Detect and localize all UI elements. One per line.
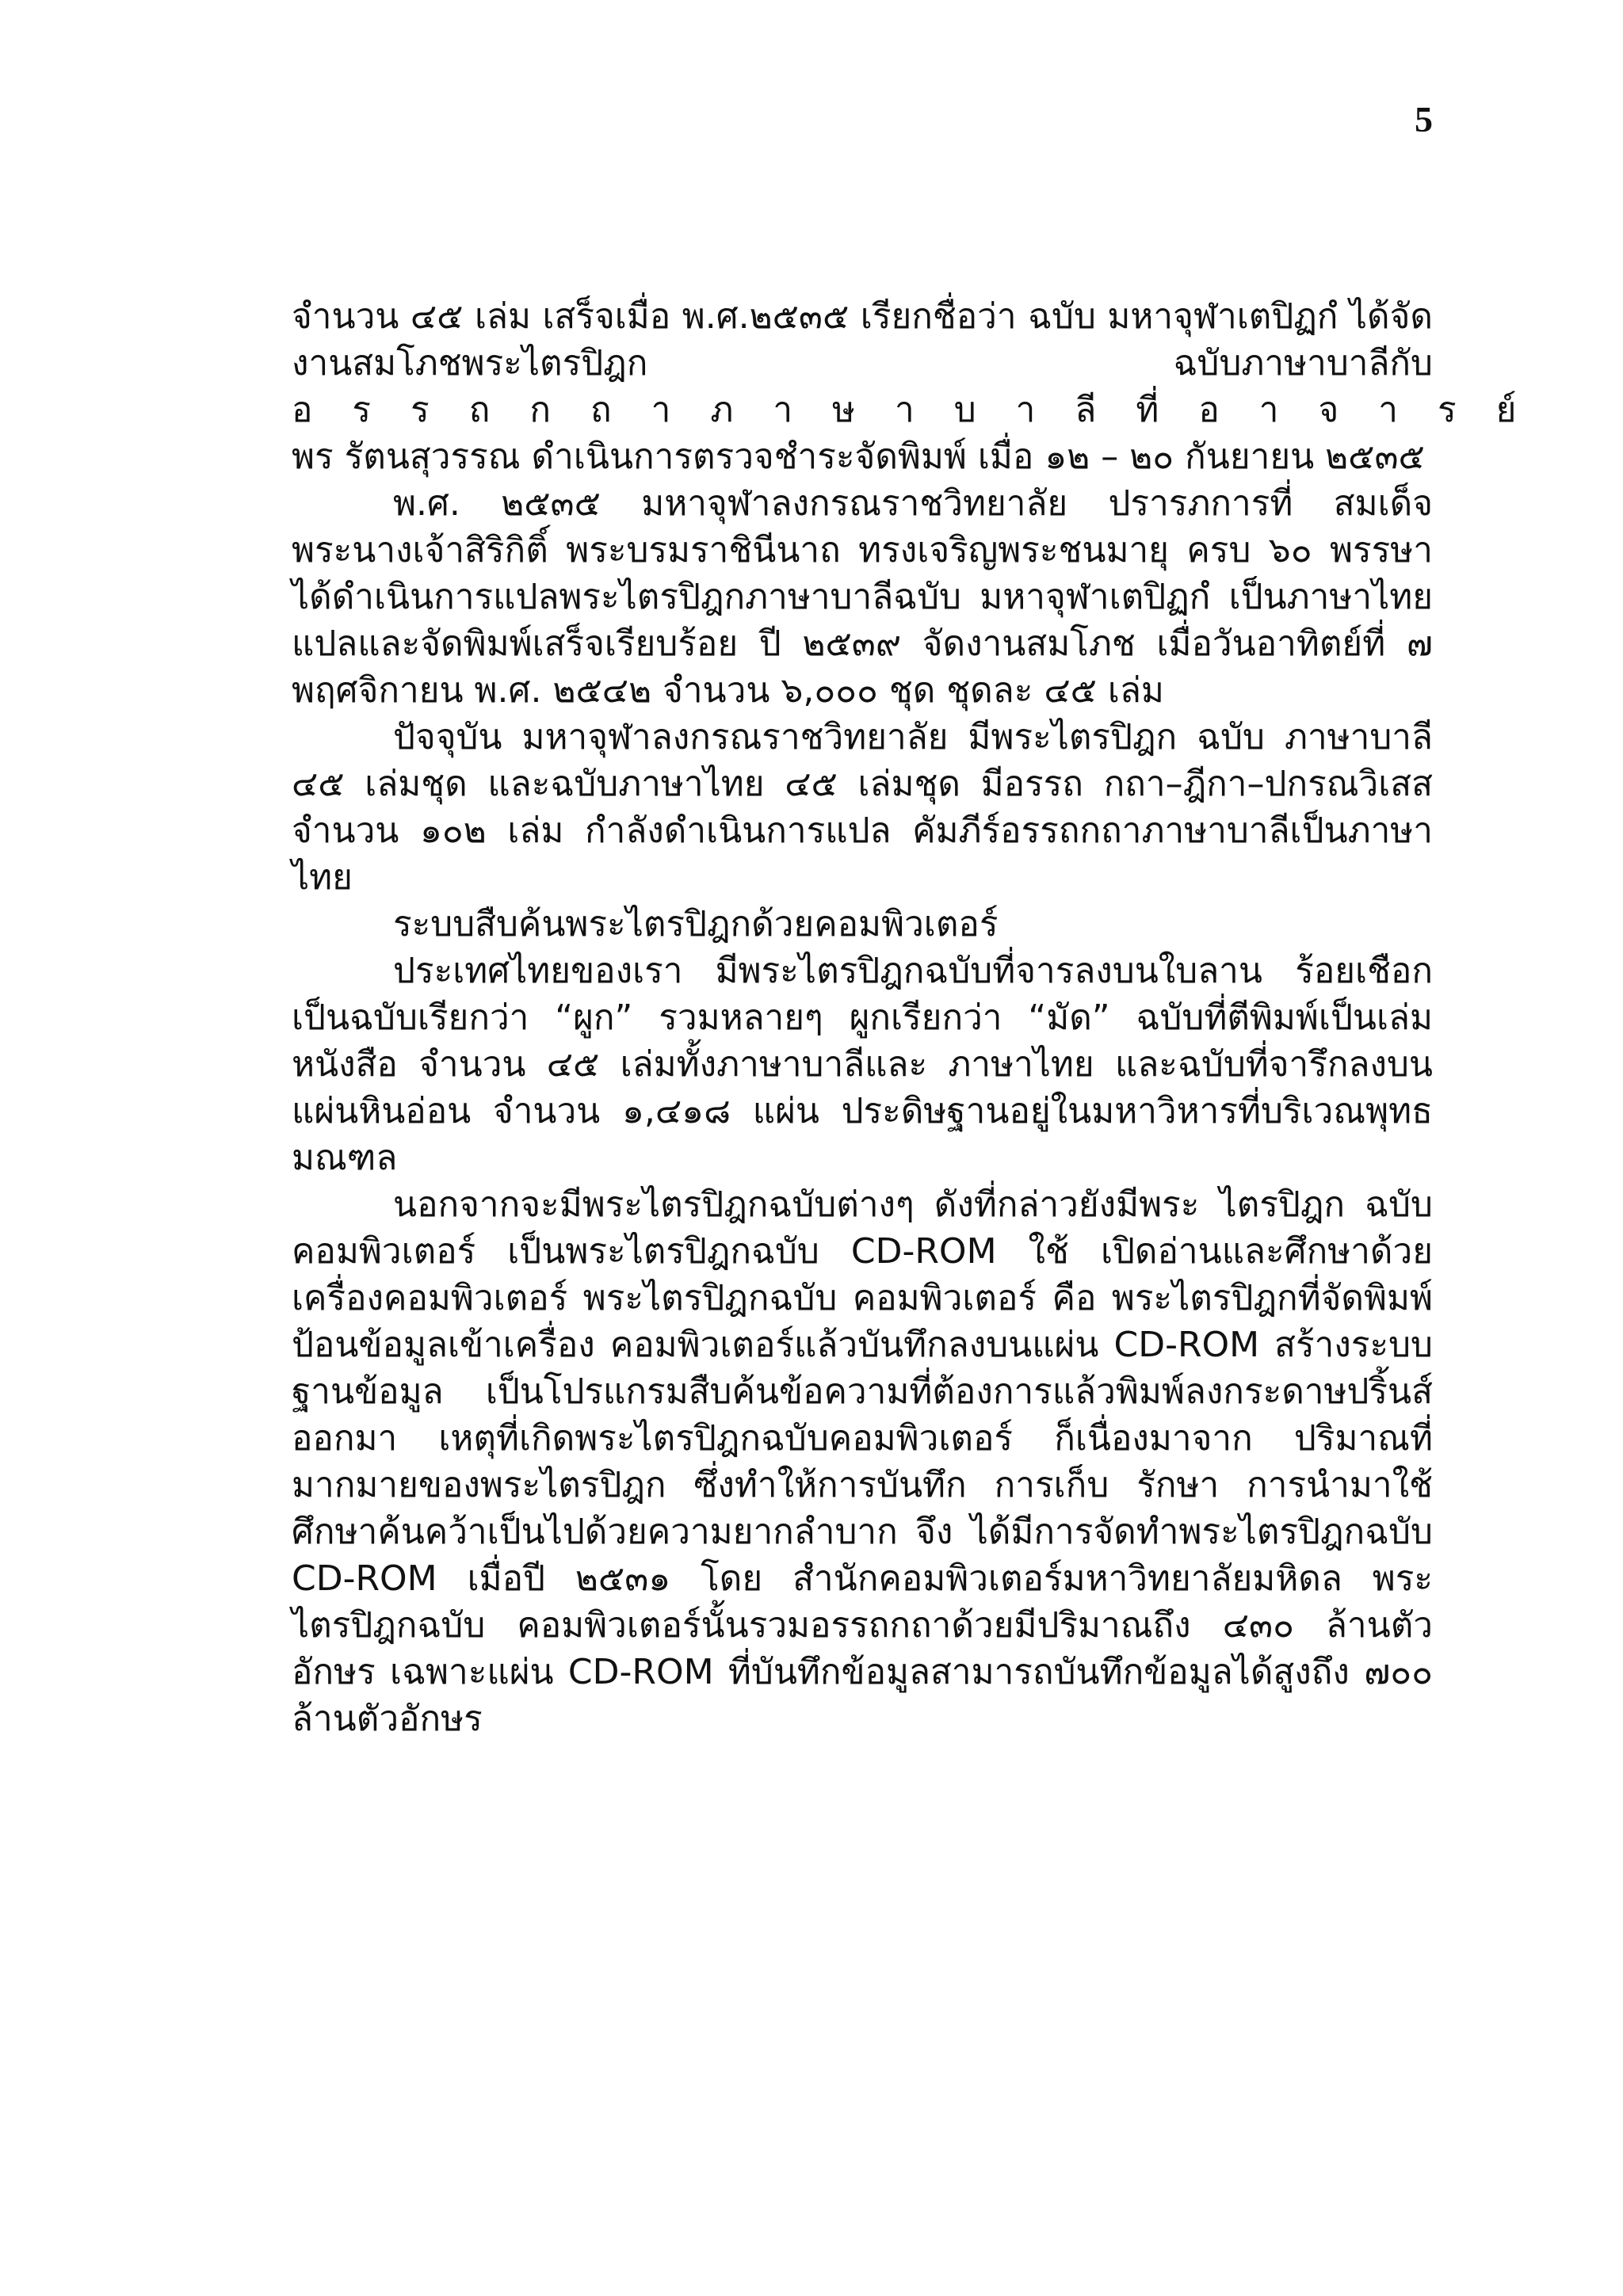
paragraph-4: [292, 948, 1433, 1181]
text-line: คอมพิวเตอร์แล้วบันทึกลงบนแผ่น CD-ROM สร้างระบบฐานข้อมูล: [292, 1325, 1433, 1412]
text-line: พ.ศ. ๒๕๓๕ มหาจุฬาลงกรณราชวิทยาลัย ปรารภการที่: [393, 483, 1293, 524]
text-line: มหาจุฬาเตปิฏกํ เป็นภาษาไทย แปลและจัดพิมพ์เสร็จเรียบร้อย ปี: [292, 577, 1433, 664]
text-line: เฉพาะแผ่น CD-ROM ที่บันทึกข้อมูลสามารถบันทึกข้อมูลได้สูงถึง: [390, 1652, 1350, 1692]
paragraph-3: [292, 714, 1433, 901]
text-line: ปริมาณที่มากมายของพระไตรปิฎก ซึ่งทำให้การบันทึก การเก็บ: [292, 1418, 1433, 1505]
text-line: แผ่น ประดิษฐานอยู่ในมหาวิหารที่บริเวณพุทธมณฑล: [292, 1091, 1433, 1178]
text-line: ๗๐๐ ล้านตัวอักษร: [292, 1652, 1433, 1739]
body-text: [292, 293, 1556, 1742]
text-line: ฉบับที่ตีพิมพ์เป็นเล่มหนังสือ จำนวน ๔๕ เล่มทั้งภาษาบาลีและ: [292, 997, 1433, 1085]
text-line: ประเทศไทยของเรา มีพระไตรปิฎกฉบับที่จารลงบนใบลาน: [393, 951, 1262, 991]
text-line: อรรถกถาภาษาบาลีที่อาจารย์: [292, 390, 1556, 430]
text-line: ปัจจุบัน มหาจุฬาลงกรณราชวิทยาลัย มีพระไตรปิฎก ฉบับ: [393, 717, 1265, 757]
paragraph-2: [292, 480, 1433, 714]
text-line: คอมพิวเตอร์ คือ พระไตรปิฎกที่จัดพิมพ์ป้อนข้อมูลเข้าเครื่อง: [292, 1278, 1433, 1365]
paragraph-1: [292, 293, 1556, 480]
text-line: ไตรปิฎก ฉบับคอมพิวเตอร์ เป็นพระไตรปิฎกฉบับ CD-ROM ใช้: [292, 1184, 1433, 1272]
text-line: สำนักคอมพิวเตอร์มหาวิทยาลัยมหิดล พระไตรปิฎกฉบับ: [292, 1558, 1433, 1646]
text-line: ๒๕๓๙ จัดงานสมโภช เมื่อวันอาทิตย์ที่ ๗ พฤศจิกายน พ.ศ.: [292, 624, 1433, 711]
text-line: รักษา การนำมาใช้ศึกษาค้นคว้าเป็นไปด้วยความยากลำบาก จึง: [292, 1465, 1433, 1552]
text-line: คอมพิวเตอร์นั้นรวมอรรถกถาด้วยมีปริมาณถึง ๔๓๐ ล้านตัวอักษร: [292, 1605, 1433, 1692]
text-line: จำนวน ๔๕ เล่ม เสร็จเมื่อ พ.ศ.๒๕๓๕ เรียกชื่อว่า ฉบับ: [292, 296, 1096, 337]
paragraph-5: [292, 1181, 1433, 1742]
text-line: มหาจุฬาเตปิฏกํ ได้จัดงานสมโภชพระไตรปิฎก ฉบับภาษาบาลีกับ: [292, 296, 1433, 383]
text-line: ภาษาไทย และฉบับที่จารึกลงบนแผ่นหินอ่อน จำนวน ๑,๔๑๘: [292, 1044, 1433, 1131]
text-line: ๒๕๔๒ จำนวน ๖,๐๐๐ ชุด ชุดละ ๔๕ เล่ม: [552, 670, 1164, 711]
text-line: ร้อยเชือกเป็นฉบับเรียกว่า “ผูก” รวมหลายๆ ผูกเรียกว่า “มัด”: [292, 951, 1433, 1038]
text-line: กถา–ฎีกา–ปกรณวิเสส จำนวน ๑๐๒ เล่ม กำลังดำเนินการแปล: [292, 764, 1433, 851]
text-line: นอกจากจะมีพระไตรปิฎกฉบับต่างๆ ดังที่กล่าวยังมีพระ: [393, 1184, 1200, 1225]
page-number: 5: [1415, 99, 1433, 139]
text-line: สมเด็จพระนางเจ้าสิริกิติ์ พระบรมราชินีนาถ ทรงเจริญพระชนมายุ: [292, 483, 1433, 570]
text-line: กันยายน ๒๕๓๕: [1185, 437, 1425, 477]
text-line: ออกมา เหตุที่เกิดพระไตรปิฎกฉบับคอมพิวเตอร์ ก็เนื่องมาจาก: [292, 1418, 1253, 1459]
text-line: เป็นโปรแกรมสืบค้นข้อความที่ต้องการแล้วพิมพ์ลงกระดาษปริ้นส์: [485, 1371, 1433, 1412]
text-line: ภาษาบาลี ๔๕ เล่มชุด และฉบับภาษาไทย ๔๕ เล่มชุด มีอรรถ: [292, 717, 1433, 804]
text-line: ครบ ๖๐ พรรษา ได้ดำเนินการแปลพระไตรปิฎกภาษาบาลีฉบับ: [292, 530, 1433, 617]
text-line: เปิดอ่านและศึกษาด้วยเครื่องคอมพิวเตอร์ พระไตรปิฎกฉบับ: [292, 1231, 1433, 1318]
text-line: ระบบสืบค้นพระไตรปิฎกด้วยคอมพิวเตอร์: [393, 904, 999, 944]
text-line: พร รัตนสุวรรณ ดำเนินการตรวจชำระจัดพิมพ์ เมื่อ ๑๒ – ๒๐: [292, 437, 1174, 477]
section-heading: [292, 901, 1433, 948]
text-line: ได้มีการจัดทำพระไตรปิฎกฉบับ CD-ROM เมื่อปี ๒๕๓๑ โดย: [292, 1512, 1433, 1599]
text-line: คัมภีร์อรรถกถาภาษาบาลีเป็นภาษาไทย: [292, 810, 1433, 898]
